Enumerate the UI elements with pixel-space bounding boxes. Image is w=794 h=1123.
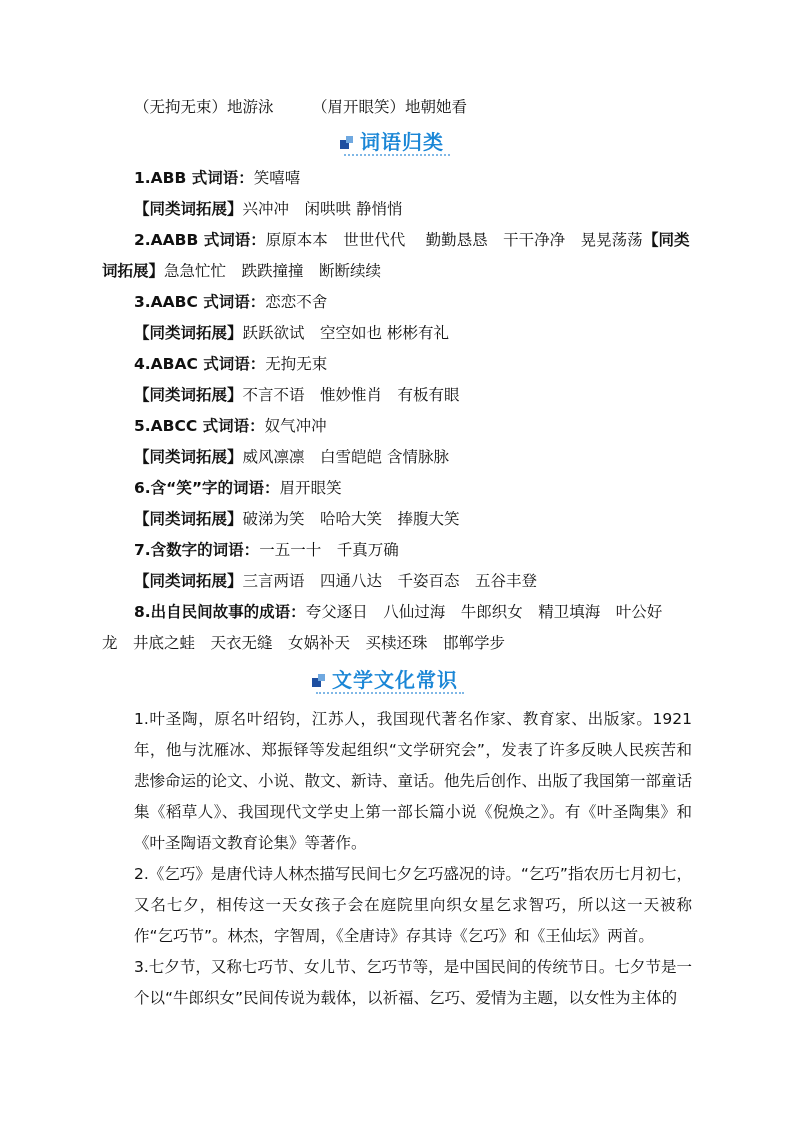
example-right: （眉开眼笑）地朝她看: [312, 98, 468, 116]
heading-underline: [316, 692, 464, 694]
document-page: （无拘无束）地游泳 （眉开眼笑）地朝她看 词语归类 1.ABB 式词语：笑嘻嘻 【同类词拓展】兴冲冲 闲哄哄 静悄悄 2.AABB 式词语：原原本本 世世代代 勤勤恳恳 干干净净 晃晃荡荡 【同类 词拓展】急急忙忙 跌跌撞撞 断断续续 3.AABC 式词语：恋恋不舍 【同类词拓展】跃跃欲试 空空如也 彬彬有礼 4.ABAC 式词语：无拘无束 【同类词拓展】不言不语 惟妙惟肖 有板有眼 5.ABCC 式词语：奴气冲冲 【同类词拓展】威风凛凛 白雪皑皑 含情脉脉 6.含“笑”字的词语：眉开眼笑 【同类词拓展】破涕为笑 哈哈大笑 捧腹大笑 7.含数字的词语：一五一十 千真万确 【同类词拓展】三言两语 四通八达 千姿百态 五谷丰登 8.出自民间故事的成语：夸父逐日 八仙过海 牛郎织女 精卫填海 叶公好 龙 井底之蛙 天衣无缝 女娲补天 买椟还珠 邯郸学步 文学文化常识 1.叶圣陶，原名叶绍钧，江苏人，我国现代著名作家、教育家、出版家。1921年，他与沈雁冰、郑振铎等发起组织“文学研究会”，发表了许多反映人民疾苦和悲惨命运的论文、小说、散文、新诗、童话。他先后创作、出版了我国第一部童话集《稻草人》、我国现代文学史上第一部长篇小说《倪焕之》。有《叶圣陶集》和《叶圣陶语文教育论集》等著作。 2.《乞巧》是唐代诗人林杰描写民间七夕乞巧盛况的诗。“乞巧”指农历七月初七，又名七夕，相传这一天女孩子会在庭院里向织女星乞求智巧，所以这一天被称作“乞巧节”。林杰，字智周，《全唐诗》存其诗《乞巧》和《王仙坛》两首。 3.七夕节，又称七巧节、女儿节、乞巧节等，是中国民间的传统节日。七夕节是一个以“牛郎织女”民间传说为载体，以祈福、乞巧、爱情为主题，以女性为主体的: [0, 0, 794, 1123]
paragraph: 1.叶圣陶，原名叶绍钧，江苏人，我国现代著名作家、教育家、出版家。1921年，他与沈雁冰、郑振铎等发起组织“文学研究会”，发表了许多反映人民疾苦和悲惨命运的论文、小说、散文、新诗、童话。他先后创作、出版了我国第一部童话集《稻草人》、我国现代文学史上第一部长篇小说《倪焕之》。有《叶圣陶集》和《叶圣陶语文教育论集》等著作。: [134, 710, 693, 852]
section-heading-word-classification: [340, 124, 444, 156]
section-heading-literary-knowledge: [312, 662, 458, 694]
heading-square-icon: [340, 136, 354, 150]
heading-underline: [344, 154, 450, 156]
paragraph: 3.七夕节，又称七巧节、女儿节、乞巧节等，是中国民间的传统节日。七夕节是一个以“牛郎织女”民间传说为载体，以祈福、乞巧、爱情为主题，以女性为主体的: [134, 958, 692, 1007]
section-title: 词语归类: [360, 129, 444, 154]
paragraph: 2.《乞巧》是唐代诗人林杰描写民间七夕乞巧盛况的诗。“乞巧”指农历七月初七，又名七夕，相传这一天女孩子会在庭院里向织女星乞求智巧，所以这一天被称作“乞巧节”。林杰，字智周，《全唐诗》存其诗《乞巧》和《王仙坛》两首。: [134, 865, 692, 945]
section-title: 文学文化常识: [332, 667, 458, 692]
example-left: （无拘无束）地游泳: [134, 98, 274, 116]
heading-square-icon: [312, 674, 326, 688]
